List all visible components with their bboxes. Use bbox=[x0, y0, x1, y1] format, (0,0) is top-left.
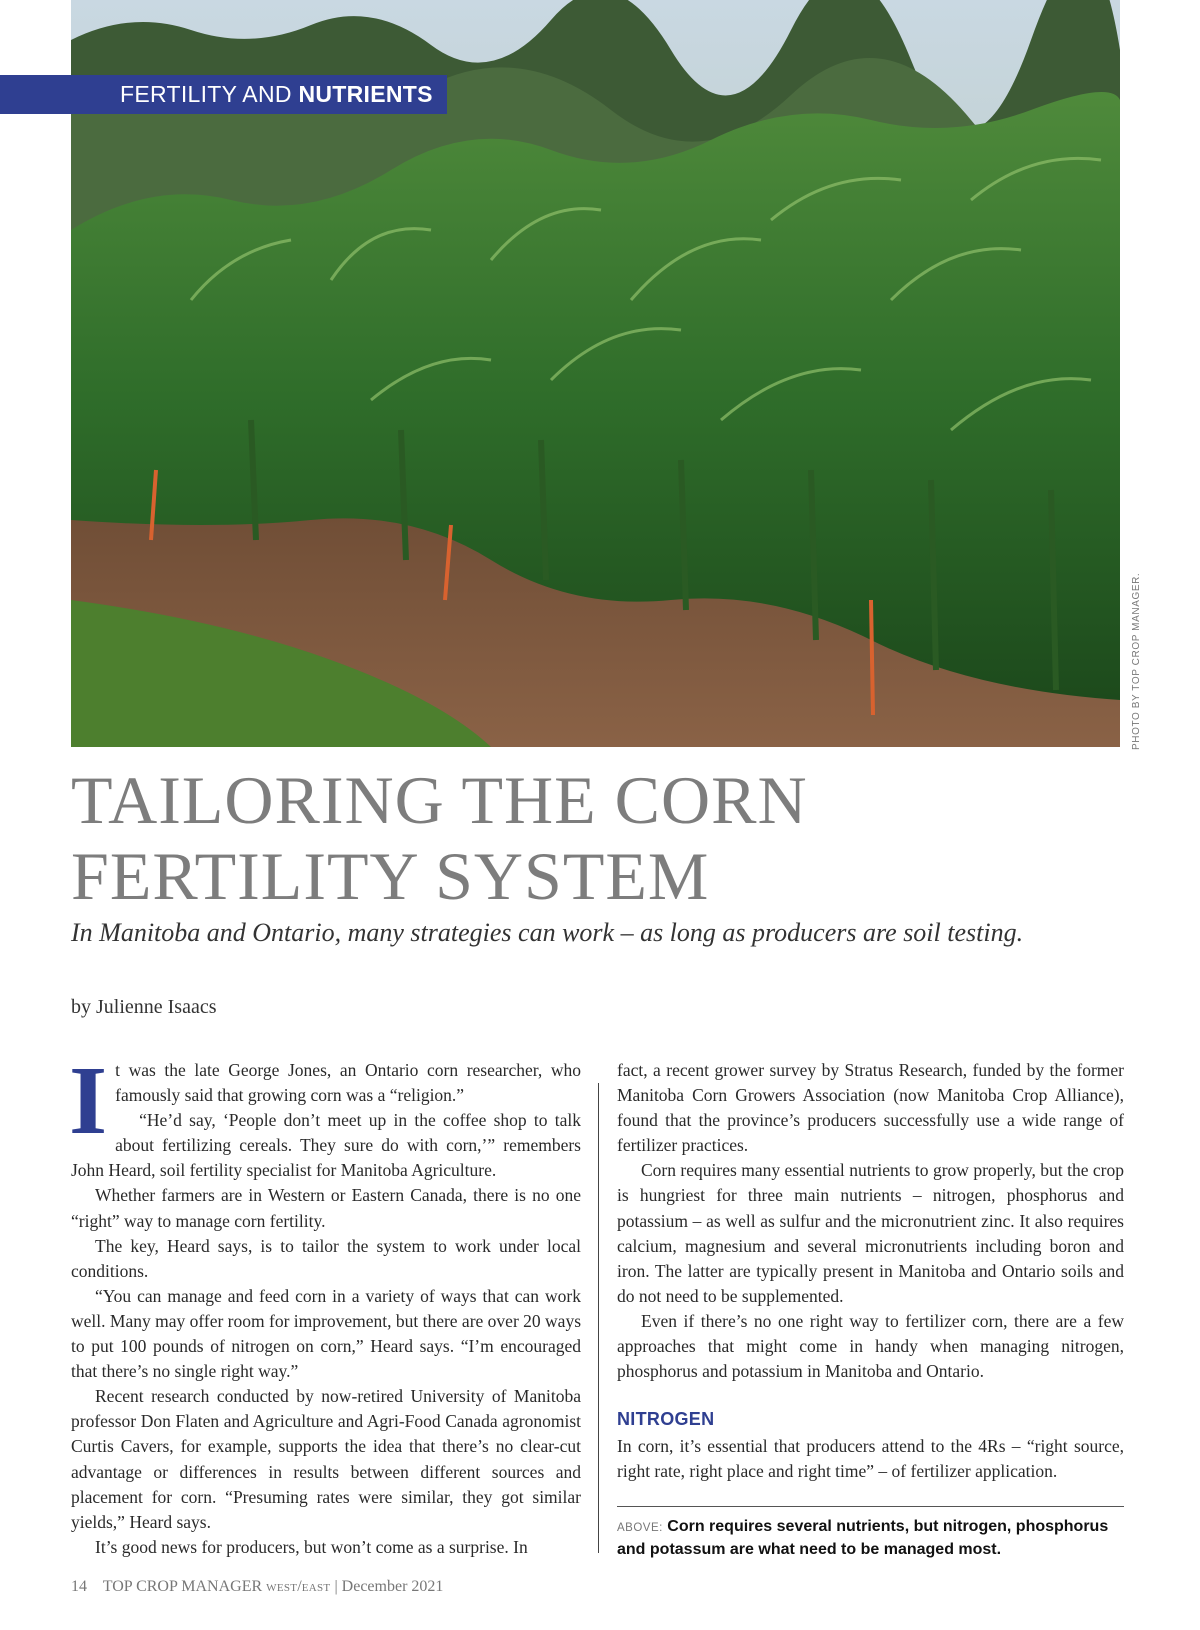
edition-east: EAST bbox=[301, 1582, 331, 1594]
paragraph: It’s good news for producers, but won’t come as a surprise. In bbox=[95, 1536, 528, 1557]
headline-line-1: TAILORING THE CORN bbox=[71, 762, 808, 838]
photo-credit: PHOTO BY TOP CROP MANAGER. bbox=[1131, 572, 1142, 750]
paragraph: Corn requires many essential nutrients to grow properly, but the crop is hungriest for three main nutrients – nitrogen, phosphorus and potassium – as well as sulfur and the micronutrient zinc. It also requires calcium, magnesium and several micronutrients including boron and iron. The latter are typically present in Manitoba and Ontario soils and do not need to be supplemented. bbox=[617, 1160, 1124, 1306]
paragraph: In corn, it’s essential that producers attend to the 4Rs – “right source, right rate, right place and right time” – of fertilizer application. bbox=[617, 1436, 1124, 1482]
footer-separator: | bbox=[334, 1578, 338, 1595]
paragraph: fact, a recent grower survey by Stratus Research, funded by the former Manitoba Corn Growers Association (now Manitoba Crop Alliance), found that the province’s producers successfully use a wide range of fertilizer practices. bbox=[617, 1060, 1124, 1156]
headline-line-2: FERTILITY SYSTEM bbox=[71, 838, 710, 914]
section-tag-bold: NUTRIENTS bbox=[298, 81, 433, 107]
page-footer bbox=[71, 1578, 443, 1596]
magazine-name: TOP CROP MANAGER bbox=[102, 1578, 263, 1595]
body-column-left bbox=[69, 1047, 581, 1560]
page-number: 14 bbox=[71, 1578, 87, 1595]
paragraph: “You can manage and feed corn in a variety of ways that can work well. Many may offer room for improvement, but there are over 20 ways to put 100 pounds of nitrogen on corn,” Heard says. “I’m encouraged that there’s no single right way.” bbox=[71, 1285, 581, 1382]
section-tag-light: FERTILITY AND bbox=[120, 81, 292, 107]
body-column-right bbox=[617, 1058, 1124, 1484]
column-divider bbox=[598, 1083, 599, 1553]
paragraph-text: t was the late George Jones, an Ontario corn researcher, who famously said that growing corn was a “religion.” bbox=[115, 1060, 581, 1106]
paragraph: Recent research conducted by now-retired University of Manitoba professor Don Flaten and Agriculture and Agri-Food Canada agronomist Curtis Cavers, for example, supports the idea that there’s no clear-cut advantage or differences in results between different sources and placement for corn. “Presuming rates were similar, they got similar yields,” Heard says. bbox=[71, 1386, 581, 1532]
edition-separator: / bbox=[297, 1578, 302, 1595]
edition-west: WEST bbox=[266, 1582, 298, 1594]
paragraph: Whether farmers are in Western or Eastern Canada, there is no one “right” way to manage corn fertility. bbox=[71, 1185, 581, 1231]
paragraph: The key, Heard says, is to tailor the system to work under local conditions. bbox=[71, 1235, 581, 1281]
caption-text: Corn requires several nutrients, but nitrogen, phosphorus and potassum are what need to be managed most. bbox=[617, 1518, 1109, 1558]
subhead-nitrogen: NITROGEN bbox=[617, 1409, 715, 1430]
article-headline bbox=[71, 762, 1111, 914]
paragraph: Even if there’s no one right way to fertilizer corn, there are a few approaches that might come in handy when managing nitrogen, phosphorus and potassium in Manitoba and Ontario. bbox=[617, 1310, 1124, 1382]
drop-cap: I bbox=[69, 1047, 108, 1155]
issue-date: December 2021 bbox=[341, 1578, 444, 1595]
section-tag bbox=[0, 75, 447, 114]
paragraph: “He’d say, ‘People don’t meet up in the coffee shop to talk about fertilizing cereals. They sure do with corn,’” remembers John Heard, soil fertility specialist for Manitoba Agriculture. bbox=[71, 1110, 581, 1181]
photo-caption bbox=[617, 1506, 1124, 1560]
caption-label: ABOVE: bbox=[617, 1522, 663, 1534]
article-dek: In Manitoba and Ontario, many strategies can work – as long as producers are soil testing. bbox=[71, 918, 1024, 947]
byline: by Julienne Isaacs bbox=[71, 996, 217, 1018]
